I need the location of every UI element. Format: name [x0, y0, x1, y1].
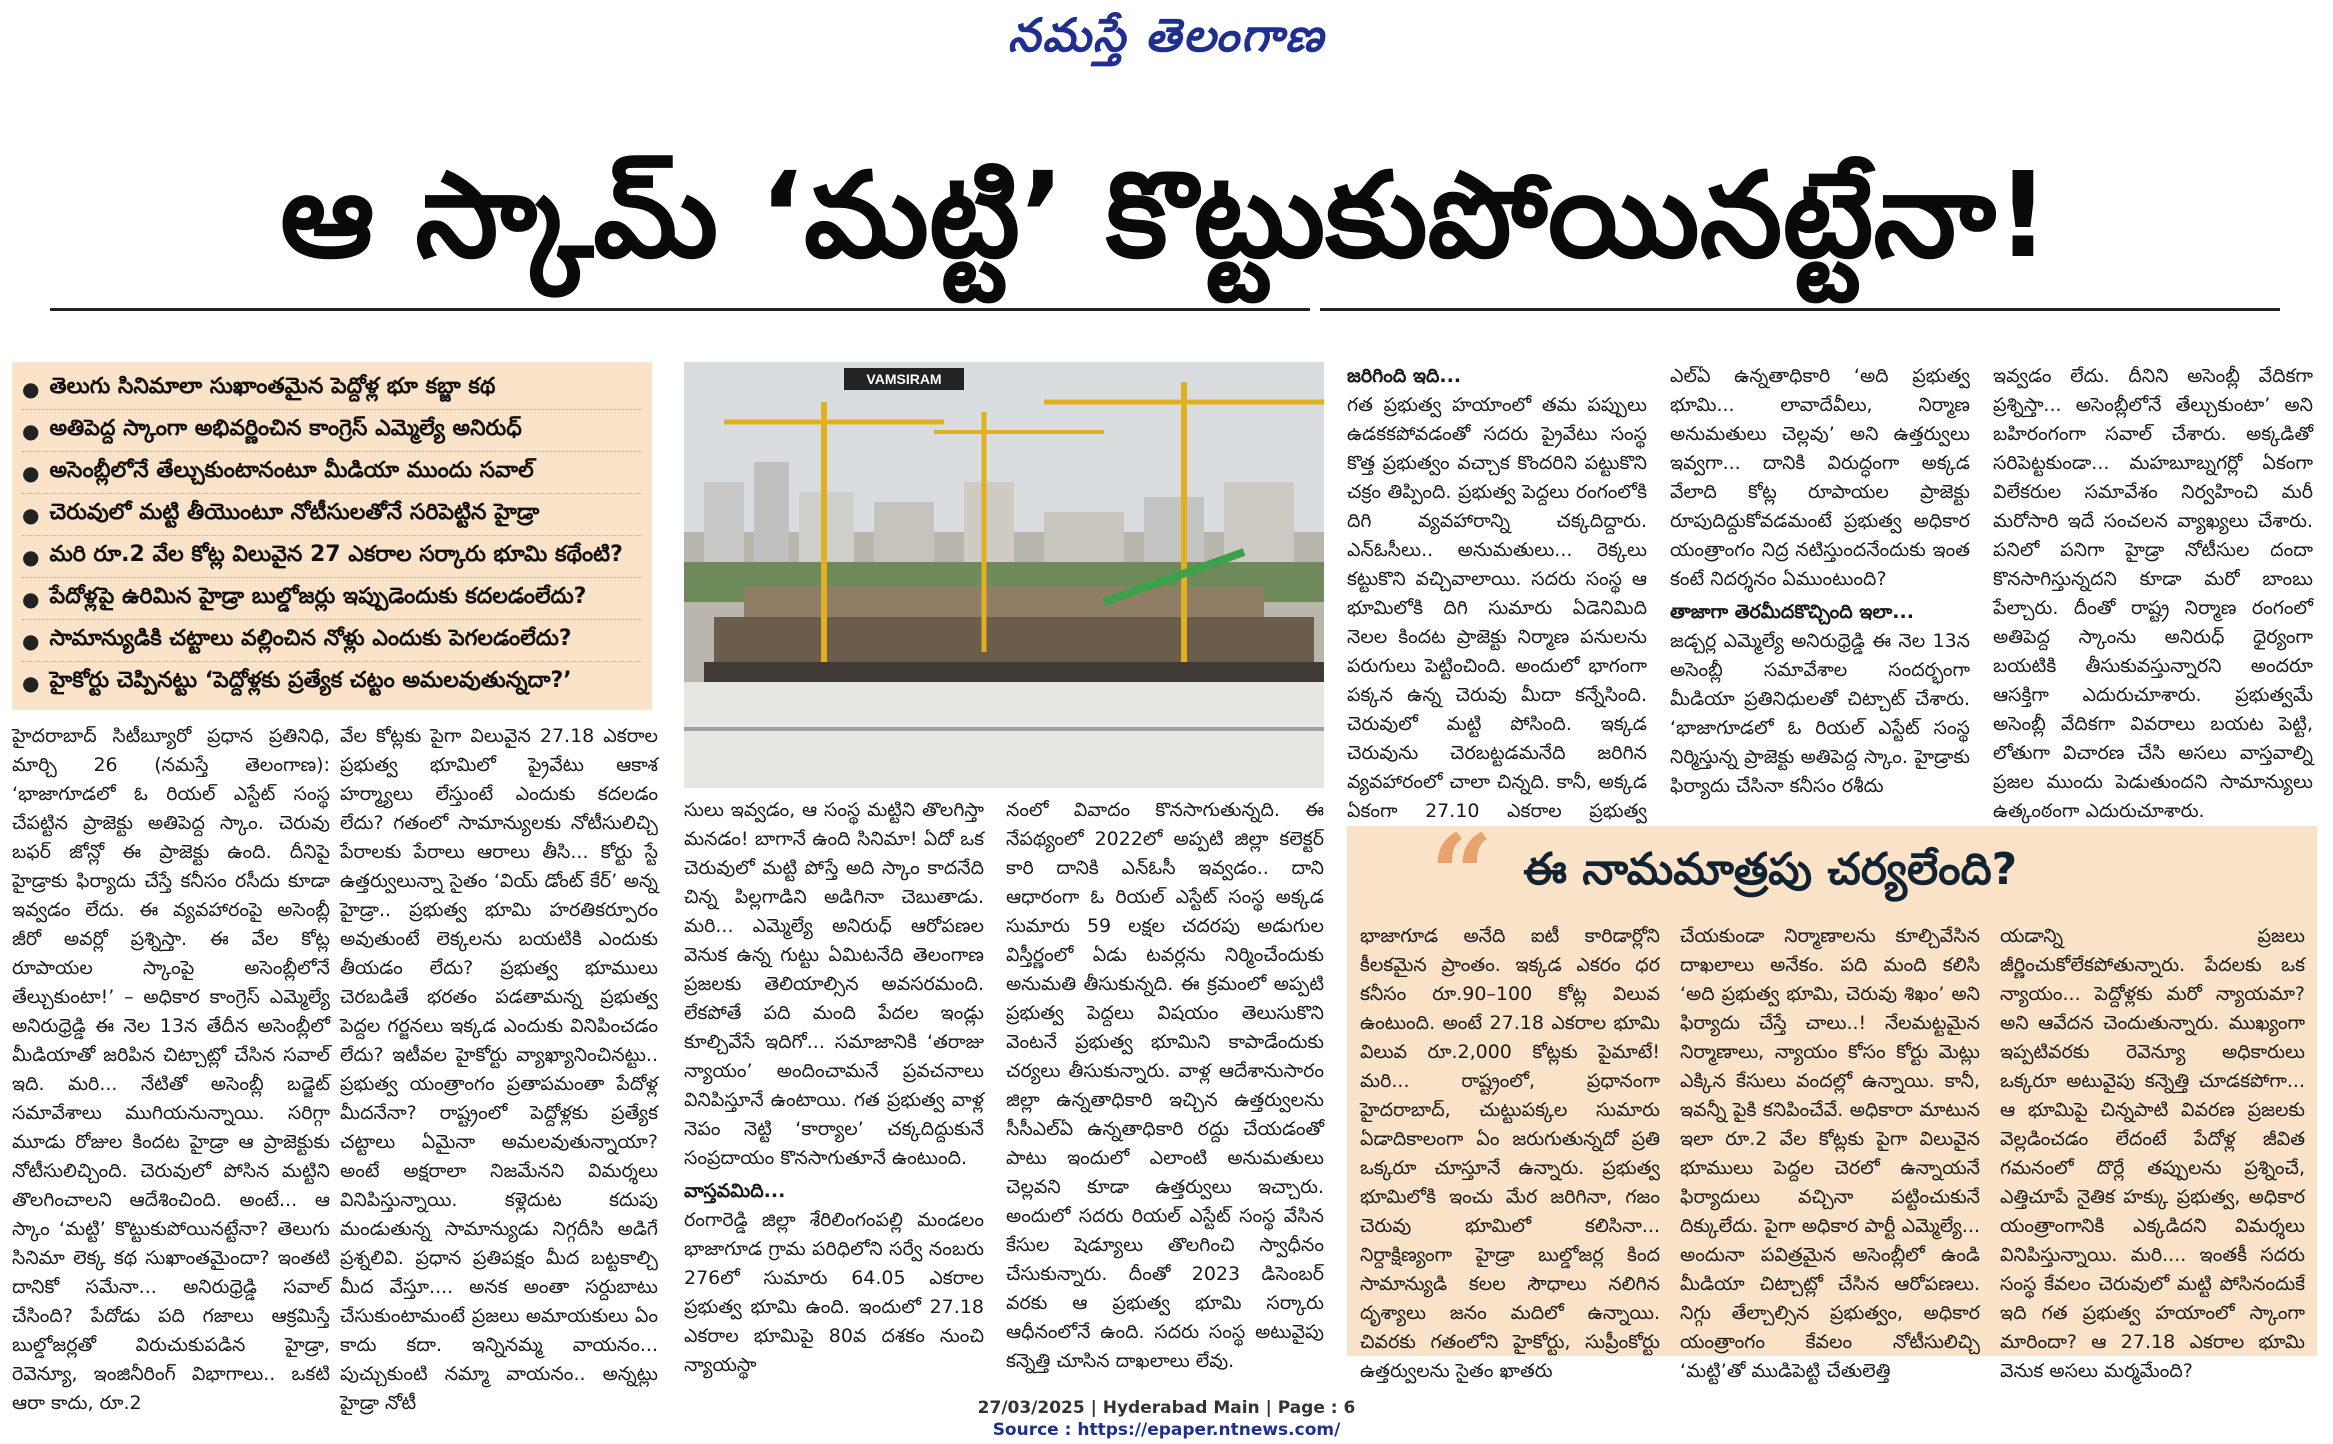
- quote-mark-icon: “: [1430, 810, 1494, 939]
- highlight-item: ● మరి రూ.2 వేల కోట్ల విలువైన 27 ఎకరాల సర్కారు భూమి కథేంటి?: [22, 536, 642, 578]
- highlight-item: ● పేదోళ్లపై ఉరిమిన హైడ్రా బుల్డోజర్లు ఇప్పుడెందుకు కదలడంలేదు?: [22, 578, 642, 620]
- construction-site-photo: [684, 362, 1324, 788]
- bullet-icon: ●: [22, 670, 40, 695]
- article-paragraph: సులు ఇవ్వడం, ఆ సంస్థ మట్టిని తొలగిస్తా మనడం! బాగానే ఉంది సినిమా! ఏదో ఒక చెరువులో మట్టి పోస్తే అది స్కాం కాదనేది చిన్న పిల్లగాడిని అడిగినా చెబుతాడు. మరి... ఎమ్మెల్యే అనిరుధ్ ఆరోపణల వెనుక ఉన్న గుట్టు ఏమిటనేది తెలంగాణ ప్రజలకు తెలియాల్సిన అవసరమంది. లేకపోతే పది మంది పేదల ఇండ్లు కూల్చివేసే ఇదిగో... సమాజానికి ‘తరాజు న్యాయం’ అందించామనే ప్రవచనాలు వినిపిస్తూనే ఉంటాయి. గత ప్రభుత్వ వాళ్ల నెపం నెట్టి ‘కార్యాల’ చక్కదిద్దుకునే సంప్రదాయం కొనసాగుతూనే ఉంటుంది.: [684, 799, 984, 1169]
- article-paragraph: రంగారెడ్డి జిల్లా శేరిలింగంపల్లి మండలం భాజాగూడ గ్రామ పరిధిలోని సర్వే నంబరు 276లో సుమారు 64.05 ఎకరాల ప్రభుత్వ భూమి ఉంది. ఇందులో 27.18 ఎకరాల భూమిపై 80వ దశకం నుంచి న్యాయస్థా: [684, 1209, 984, 1376]
- article-paragraph: ఇవ్వడం లేదు. దీనిని అసెంబ్లీ వేదికగా ప్రశ్నిస్తా... అసెంబ్లీలోనే తేల్చుకుంటా’ అని బహిరంగంగా సవాల్ చేశారు. అక్కడితో సరిపెట్టకుండా... మహబూబ్నగర్లో ఏకంగా విలేకరుల సమావేశం నిర్వహించి మరీ మరోసారి ఇదే సంచలన వ్యాఖ్యలు చేశారు. పనిలో పనిగా హైడ్రా నోటీసుల దందా కొనసాగిస్తున్నదని కూడా మరో బాంబు పేల్చారు. దీంతో రాష్ట్ర నిర్మాణ రంగంలో అతిపెద్ద స్కాంను అనిరుధ్ ధైర్యంగా బయటికి తీసుకువస్తున్నారని అందరూ ఆసక్తిగా ఎదురుచూశారు. ప్రభుత్వమే అసెంబ్లీ వేదికగా వివరాలు బయట పెట్టి, లోతుగా విచారణ చేసి అసలు వాస్తవాల్ని ప్రజల ముందు పెడుతుందని సామాన్యులు ఉత్కంఠంగా ఎదురుచూశారు.: [1993, 365, 2313, 822]
- photo-banner-text: VAMSIRAM: [866, 371, 942, 387]
- headline-rule-right: [1320, 308, 2280, 311]
- highlight-item: ● తెలుగు సినిమాలా సుఖాంతమైన పెద్దోళ్ల భూ కబ్జా కథ: [22, 368, 642, 410]
- bullet-icon: ●: [22, 376, 40, 401]
- section-subheading: జరిగింది ఇది...: [1347, 365, 1462, 387]
- bullet-icon: ●: [22, 460, 40, 485]
- article-paragraph: భాజాగూడ అనేది ఐటీ కారిడార్లోని కీలకమైన ప్రాంతం. ఇక్కడ ఎకరం ధర కనీసం రూ.90–100 కోట్ల విలువ ఉంటుంది. అంటే 27.18 ఎకరాల భూమి విలువ రూ.2,000 కోట్లకు పైమాటే! మరి... రాష్ట్రంలో, ప్రధానంగా హైదరాబాద్, చుట్టుపక్కల సుమారు ఏడాదికాలంగా ఏం జరుగుతున్నదో ప్రతి ఒక్కరూ చూస్తూనే ఉన్నారు. ప్రభుత్వ భూమిలోకి ఇంచు మేర జరిగినా, గజం చెరువు భూమిలో కలిసినా... నిర్దాక్షిణ్యంగా హైడ్రా బుల్డోజర్ల కింద సామాన్యుడి కలల సౌధాలు నలిగిన దృశ్యాలు జనం మదిలో ఉన్నాయి. చివరకు గతంలోని హైకోర్టు, సుప్రీంకోర్టు ఉత్తర్వులను సైతం ఖాతరు: [1360, 925, 1660, 1382]
- article-column-7: [1993, 362, 2313, 822]
- article-column-4: [1006, 796, 1324, 1372]
- bullet-icon: ●: [22, 628, 40, 653]
- article-paragraph: హైదరాబాద్ సిటీబ్యూరో ప్రధాన ప్రతినిధి, మార్చి 26 (నమస్తే తెలంగాణ): ‘భాజాగూడలో ఓ రియల్ ఎస్టేట్ సంస్థ చేపట్టిన ప్రాజెక్టు అతిపెద్ద స్కాం. చెరువు బఫర్ జోన్లో ఈ ప్రాజెక్టు ఉంది. దీనిపై హైడ్రాకు ఫిర్యాదు చేస్తే కనీసం రసీదు కూడా ఇవ్వడం లేదు. ఈ వ్యవహారంపై అసెంబ్లీ జీరో అవర్లో ప్రశ్నిస్తా. ఈ వేల కోట్ల రూపాయల స్కాంపై అసెంబ్లీలోనే తేల్చుకుంటా!’ – అధికార కాంగ్రెస్ ఎమ్మెల్యే అనిరుధ్రెడ్డి ఈ నెల 13న తేదీన అసెంబ్లీలో మీడియాతో జరిపిన చిట్చాట్లో చేసిన సవాల్ ఇది. మరి... నేటితో అసెంబ్లీ బడ్జెట్ సమావేశాలు ముగియనున్నాయి. సరిగ్గా మూడు రోజుల కిందట హైడ్రా ఆ ప్రాజెక్టుకు నోటీసులిచ్చింది. చెరువులో పోసిన మట్టిని తొలగించాలని ఆదేశించింది. అంటే... ఆ స్కాం ‘మట్టి’ కొట్టుకుపోయినట్టేనా? తెలుగు సినిమా లెక్క కథ సుఖాంతమైందా? ఇంతటి దానికో సమేనా... అనిరుధ్రెడ్డి సవాల్ చేసింది? పేదోడు పది గజాలు ఆక్రమిస్తే బుల్డోజర్లతో విరుచుకుపడిన హైడ్రా, రెవెన్యూ, ఇంజినీరింగ్ విభాగాలు.. ఒకటి ఆరా కాదు, రూ.2: [12, 725, 330, 1414]
- footer-source: Source : https://epaper.ntnews.com/: [992, 1420, 1341, 1440]
- bullet-icon: ●: [22, 418, 40, 443]
- article-paragraph: జడ్చర్ల ఎమ్మెల్యే అనిరుధ్రెడ్డి ఈ నెల 13న అసెంబ్లీ సమావేశాల సందర్భంగా మీడియా ప్రతినిధులతో చిట్చాట్ చేశారు. ‘భాజాగూడలో ఓ రియల్ ఎస్టేట్ సంస్థ నిర్మిస్తున్న ప్రాజెక్టు అతిపెద్ద స్కాం. హైడ్రాకు ఫిర్యాదు చేసినా కనీసం రశీదు: [1670, 630, 1970, 797]
- article-paragraph: గత ప్రభుత్వ హయాంలో తమ పప్పులు ఉడకకపోవడంతో సదరు ప్రైవేటు సంస్థ కొత్త ప్రభుత్వం వచ్చాక కొందరిని పట్టుకొని చక్రం తిప్పింది. ప్రభుత్వ పెద్దలు రంగంలోకి దిగి వ్యవహారాన్ని చక్కదిద్దారు. ఎన్ఓసీలు.. అనుమతులు... రెక్కలు కట్టుకొని వచ్చివాలాయి. సదరు సంస్థ ఆ భూమిలోకి దిగి సుమారు ఏడెనిమిది నెలల కిందట ప్రాజెక్టు నిర్మాణ పనులను పరుగులు పెట్టించింది. అందులో భాగంగా పక్కన ఉన్న చెరువు మీదా కన్నేసింది. చెరువులో మట్టి పోసింది. ఇక్కడ చెరువును చెరబట్టడమనేది జరిగిన వ్యవహారంలో చాలా చిన్నది. కానీ, అక్కడ ఏకంగా 27.10 ఎకరాల ప్రభుత్వ: [1347, 394, 1647, 822]
- footer-date-edition: 27/03/2025 | Hyderabad Main | Page : 6: [977, 1398, 1356, 1418]
- construction-site-image: [684, 362, 1324, 788]
- article-paragraph: యడాన్ని ప్రజలు జీర్ణించుకోలేకపోతున్నారు. పేదలకు ఒక న్యాయం... పెద్దోళ్లకు మరో న్యాయమా? అని ఆవేదన చెందుతున్నారు. ముఖ్యంగా ఇప్పటివరకు రెవెన్యూ అధికారులు ఒక్కరూ అటువైపు కన్నెత్తి చూడకపోగా... ఆ భూమిపై చిన్నపాటి వివరణ ప్రజలకు వెల్లడించడం లేదంటే పేదోళ్ల జీవిత గమనంలో దొర్లే తప్పులను ప్రశ్నించే, ఎత్తిచూపే నైతిక హక్కు ప్రభుత్వ, అధికార యంత్రాంగానికి ఎక్కడిదని విమర్శలు వినిపిస్తున్నాయి. మరి.... ఇంతకీ సదరు సంస్థ కేవలం చెరువులో మట్టి పోసినందుకే ఇది గత ప్రభుత్వ హయాంలో స్కాంగా మారిందా? ఆ 27.18 ఎకరాల భూమి వెనుక అసలు మర్మమేంది?: [2000, 925, 2305, 1382]
- article-column-3: [684, 796, 984, 1376]
- quote-column-3: [2000, 922, 2305, 1382]
- article-paragraph: నంలో వివాదం కొనసాగుతున్నది. ఈ నేపథ్యంలో 2022లో అప్పటి జిల్లా కలెక్టర్ కారి దానికి ఎన్ఓసీ ఇవ్వడం.. దాని ఆధారంగా ఓ రియల్ ఎస్టేట్ సంస్థ అక్కడ సుమారు 59 లక్షల చదరపు అడుగుల విస్తీర్ణంలో ఏడు టవర్లను నిర్మించేందుకు అనుమతి తీసుకున్నది. ఈ క్రమంలో అప్పటి ప్రభుత్వ పెద్దలు విషయం తెలుసుకొని వెంటనే ప్రభుత్వ భూమిని కాపాడేందుకు చర్యలు తీసుకున్నారు. వాళ్ల ఆదేశానుసారం జిల్లా ఉన్నతాధికారి ఇచ్చిన ఉత్తర్వులను సీసీఎల్ఏ ఉన్నతాధికారి రద్దు చేయడంతో పాటు ఇందులో ఎలాంటి అనుమతులు చెల్లవని కూడా ఉత్తర్వులు ఇచ్చారు. అందులో సదరు రియల్ ఎస్టేట్ సంస్థ వేసిన కేసుల షెడ్యూలు తొలగించి స్వాధీనం చేసుకున్నారు. దీంతో 2023 డిసెంబర్ వరకు ఆ ప్రభుత్వ భూమి సర్కారు ఆధీనంలోనే ఉంది. సదరు సంస్థ అటువైపు కన్నెత్తి చూసిన దాఖలాలు లేవు.: [1006, 799, 1324, 1372]
- article-column-1: [12, 722, 330, 1414]
- article-column-5: [1347, 362, 1647, 822]
- headline: ఆ స్కామ్ ‘మట్టి’ కొట్టుకుపోయినట్టేనా!: [280, 146, 2050, 284]
- section-subheading: వాస్తవమిది...: [684, 1180, 786, 1202]
- section-subheading: తాజాగా తెరమీదకొచ్చింది ఇలా...: [1670, 601, 1914, 623]
- highlight-item: ● చెరువులో మట్టి తీయొంటూ నోటీసులతోనే సరిపెట్టిన హైడ్రా: [22, 494, 642, 536]
- article-paragraph: వేల కోట్లకు పైగా విలువైన 27.18 ఎకరాల ప్రభుత్వ భూమిలో ప్రైవేటు ఆకాశ హర్మ్యాలు లేస్తుంటే ఎందుకు కదలడం లేదు? గతంలో సామాన్యులకు నోటీసులిచ్చి పేరాలకు పేరాలు ఆరాలు తీసి... కోర్టు స్టే ఉత్తర్వులున్నా సైతం ‘వియ్ డోంట్ కేర్’ అన్న హైడ్రా.. ప్రభుత్వ భూమి హరతికర్పూరం అవుతుంటే లెక్కలను బయటికి ఎందుకు తీయడం లేదు? ప్రభుత్వ భూములు చెరబడితే భరతం పడతామన్న ప్రభుత్వ పెద్దల గర్జనలు ఇక్కడ ఎందుకు వినిపించడం లేదు? ఇటీవల హైకోర్టు వ్యాఖ్యానించినట్టు.. ప్రభుత్వ యంత్రాంగం ప్రతాపమంతా పేదోళ్ల మీదనేనా? రాష్ట్రంలో పెద్దోళ్లకు ప్రత్యేక చట్టాలు ఏమైనా అమలవుతున్నాయా? అంటే అక్షరాలా నిజమేనని విమర్శలు వినిపిస్తున్నాయి. కళ్లెదుట కదుపు మండుతున్న సామాన్యుడు నిగ్గదీసి అడిగే ప్రశ్నలివి. ప్రధాన ప్రతిపక్షం మీద బట్టకాల్చి మీద వేస్తూ.... అనక అంతా సర్దుబాటు చేసుకుంటామంటే ప్రజలు అమాయకులు ఏం కాదు కదా. ఇన్నినమ్మ వాయనం... పుచ్చుకుంటి నమ్మా వాయనం.. అన్నట్లు హైడ్రా నోటీ: [340, 725, 658, 1414]
- highlights-box: [12, 362, 652, 710]
- quote-column-2: [1680, 922, 1980, 1382]
- highlight-item: ● అసెంబ్లీలోనే తేల్చుకుంటానంటూ మీడియా ముందు సవాల్: [22, 452, 642, 494]
- article-column-2: [340, 722, 658, 1414]
- article-paragraph: చేయకుండా నిర్మాణాలను కూల్చివేసిన దాఖలాలు అనేకం. పది మంది కలిసి ‘అది ప్రభుత్వ భూమి, చెరువు శిఖం’ అని ఫిర్యాదు చేస్తే చాలు..! నేలమట్టమైన నిర్మాణాలు, న్యాయం కోసం కోర్టు మెట్లు ఎక్కిన కేసులు వందల్లో ఉన్నాయి. కానీ, ఇవన్నీ పైకి కనిపించేవే. అధికారా మాటున ఇలా రూ.2 వేల కోట్లకు పైగా విలువైన భూములు పెద్దల చెరలో ఉన్నాయనే ఫిర్యాదులు వచ్చినా పట్టించుకునే దిక్కులేదు. పైగా అధికార పార్టీ ఎమ్మెల్యే... అందునా పవిత్రమైన అసెంబ్లీలో ఉండి మీడియా చిట్చాట్లో చేసిన ఆరోపణలు. నిగ్గు తేల్చాల్సిన ప్రభుత్వం, అధికార యంత్రాంగం కేవలం నోటీసులిచ్చి ‘మట్టి’తో ముడిపెట్టి చేతులెత్తి: [1680, 925, 1980, 1382]
- bullet-icon: ●: [22, 502, 40, 527]
- article-column-6: [1670, 362, 1970, 817]
- bullet-icon: ●: [22, 544, 40, 569]
- article-paragraph: ఎల్ఏ ఉన్నతాధికారి ‘అది ప్రభుత్వ భూమి... లావాదేవీలు, నిర్మాణ అనుమతులు చెల్లవు’ అని ఉత్తర్వులు ఇవ్వగా... దానికి విరుద్ధంగా అక్కడ వేలాది కోట్ల రూపాయల ప్రాజెక్టు రూపుదిద్దుకోవడమంటే ప్రభుత్వ అధికార యంత్రాంగం నిద్ర నటిస్తుందనేందుకు ఇంత కంటే నిదర్శనం ఏముంటుంది?: [1670, 365, 1970, 590]
- masthead: నమస్తే తెలంగాణ: [1007, 8, 1326, 62]
- highlight-item: ● అతిపెద్ద స్కాంగా అభివర్ణించిన కాంగ్రెస్ ఎమ్మెల్యే అనిరుధ్: [22, 410, 642, 452]
- headline-rule-left: [50, 308, 1310, 311]
- highlight-item: ● హైకోర్టు చెప్పినట్టు ‘పెద్దోళ్లకు ప్రత్యేక చట్టం అమలవుతున్నదా?’: [22, 667, 572, 695]
- bullet-icon: ●: [22, 586, 40, 611]
- quote-column-1: [1360, 922, 1660, 1382]
- highlight-item: ● సామాన్యుడికి చట్టాలు వల్లించిన నోళ్లు ఎందుకు పెగలడంలేదు?: [22, 620, 642, 662]
- sidebar-quote-title: “ ఈ నామమాత్రపు చర్యలేంది?: [1430, 810, 2018, 939]
